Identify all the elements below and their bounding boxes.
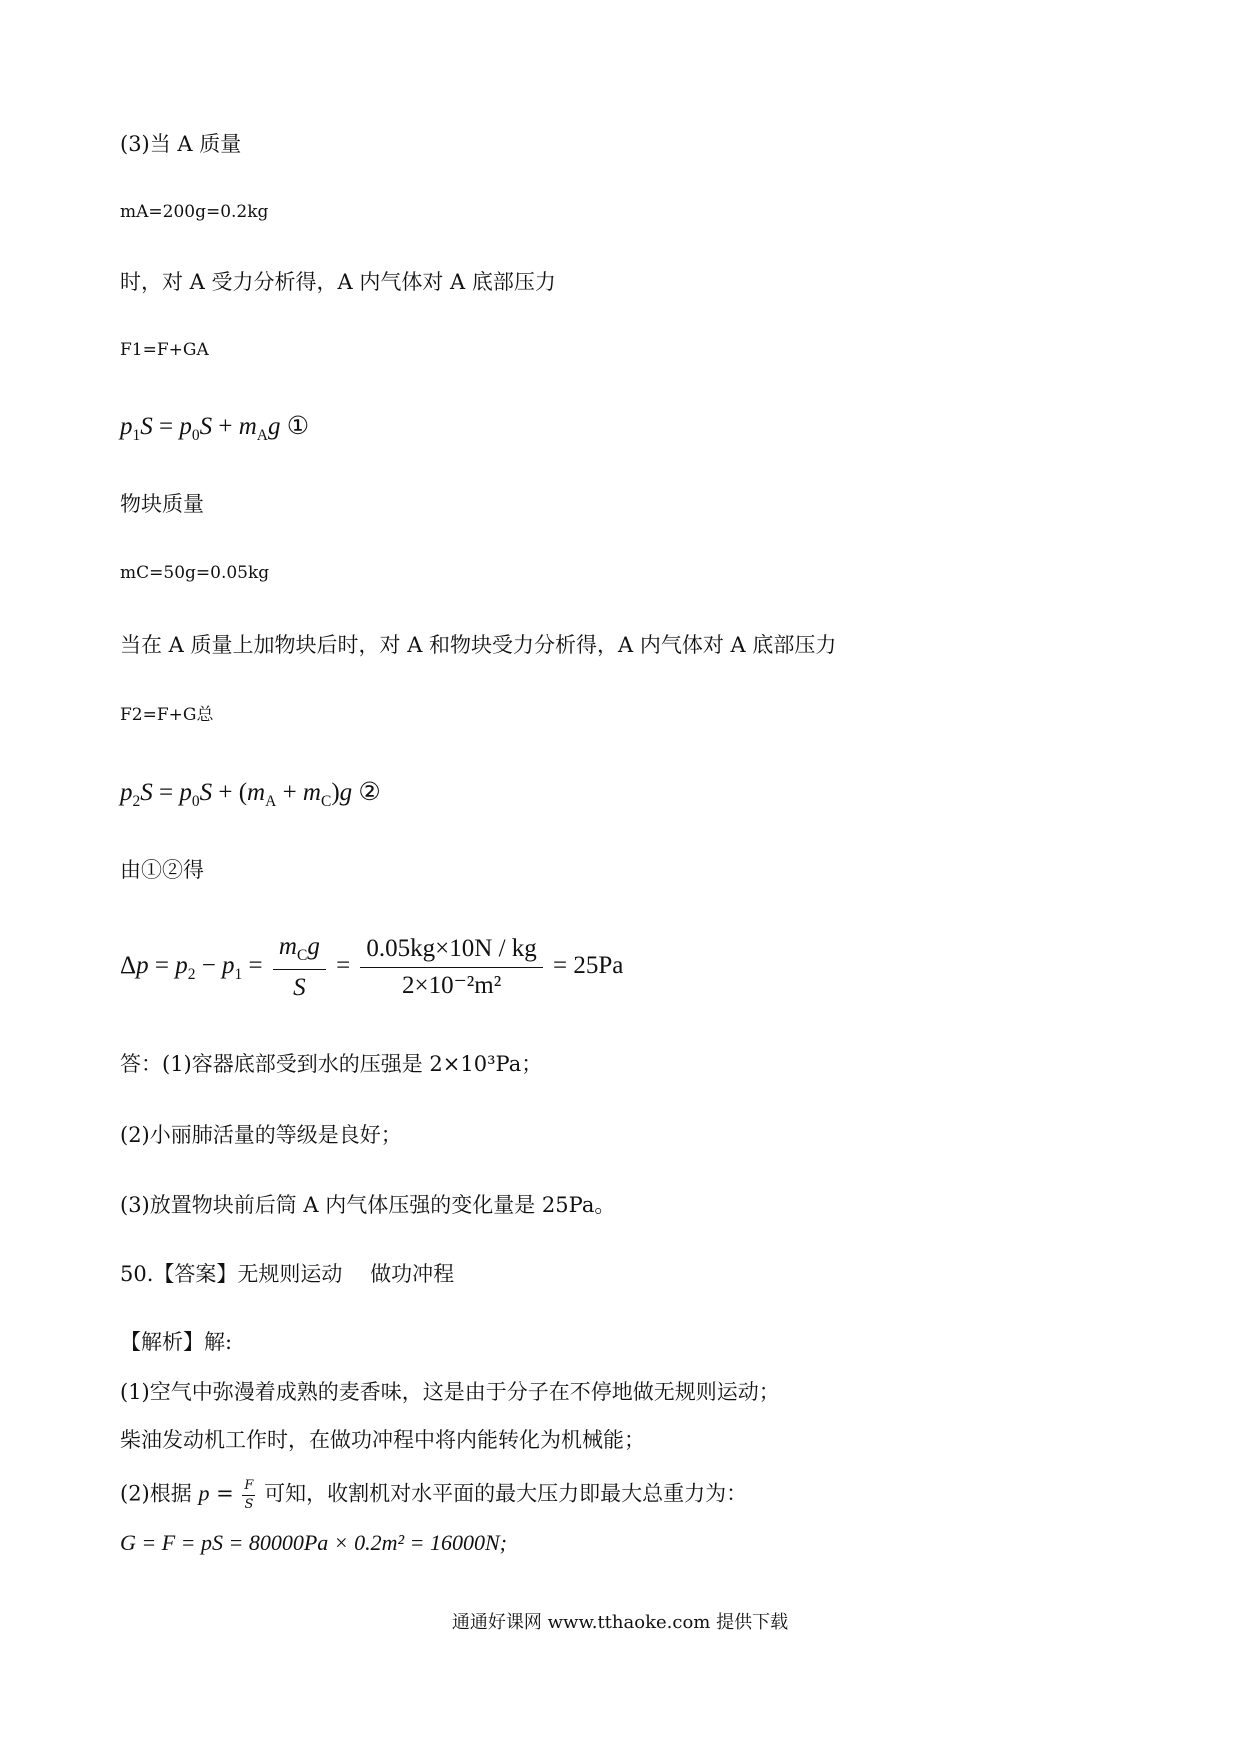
equation-1: $p_1S = p_0S + m_Ag$ ① (120, 413, 310, 444)
derive-line: 由①②得 (120, 858, 204, 882)
fraction-numerator: 0.05kg×10N / kg (360, 934, 542, 968)
analysis-2: 当在 A 质量上加物块后时，对 A 和物块受力分析得，A 内气体对 A 底部压力 (120, 633, 837, 657)
q50-para-1: (1)空气中弥漫着成熟的麦香味，这是由于分子在不停地做无规则运动； (120, 1380, 780, 1404)
q50-para-3-suffix: 可知，收割机对水平面的最大压力即最大总重力为： (264, 1481, 748, 1506)
fraction-denominator: 2×10⁻²m² (401, 971, 502, 999)
q50-para-2: 柴油发动机工作时，在做功冲程中将内能转化为机械能； (120, 1428, 645, 1452)
delta-result: 25Pa (573, 952, 624, 980)
fraction-mcg-over-s: $\frac{m_Cg}{S}$ (273, 932, 326, 1003)
q50-answer: 50.【答案】无规则运动 做功冲程 (120, 1262, 455, 1286)
analysis-1: 时，对 A 受力分析得，A 内气体对 A 底部压力 (120, 270, 556, 294)
answer-1: 答：(1)容器底部受到水的压强是 2×10³Pa； (120, 1052, 543, 1076)
f2-formula: F2=F+G总 (120, 705, 214, 725)
ma-value: mA=200g=0.2kg (120, 202, 269, 222)
q50-para-3-prefix: (2)根据 (120, 1481, 192, 1506)
equation-2: $p_2S = p_0S + (m_A + m_C)g$ ② (120, 779, 381, 810)
answer-2: (2)小丽肺活量的等级是良好； (120, 1123, 402, 1147)
f1-formula: F1=F+GA (120, 340, 209, 360)
equation-2-label: ② (358, 779, 381, 806)
part3-intro: (3)当 A 质量 (120, 132, 242, 156)
delta-p-equation: $\Delta p = p_2 - p_1$ = $\frac{m_Cg}{S}$ = $\frac{0.05kg\times 10N / kg}{\text{2×10⁻²m²}}$ = 25Pa (120, 933, 624, 1001)
g-formula: G = F = pS = 80000Pa × 0.2m² = 16000N; (120, 1530, 507, 1555)
fraction-f-over-s: $\frac{F}{S}$ (244, 1478, 254, 1512)
fraction-numeric (360, 934, 542, 1001)
equation-1-label: ① (286, 413, 310, 440)
q50-analysis-head: 【解析】解: (120, 1330, 233, 1354)
block-mass-label: 物块质量 (120, 492, 204, 516)
footer: 通通好课网 www.tthaoke.com 提供下载 (451, 1612, 789, 1633)
mc-value: mC=50g=0.05kg (120, 563, 270, 583)
q50-para-3: (2)根据 p = $\frac{F}{S}$ 可知，收割机对水平面的最大压力即最大总重力为： (120, 1478, 748, 1512)
answer-3: (3)放置物块前后筒 A 内气体压强的变化量是 25Pa。 (120, 1193, 616, 1217)
